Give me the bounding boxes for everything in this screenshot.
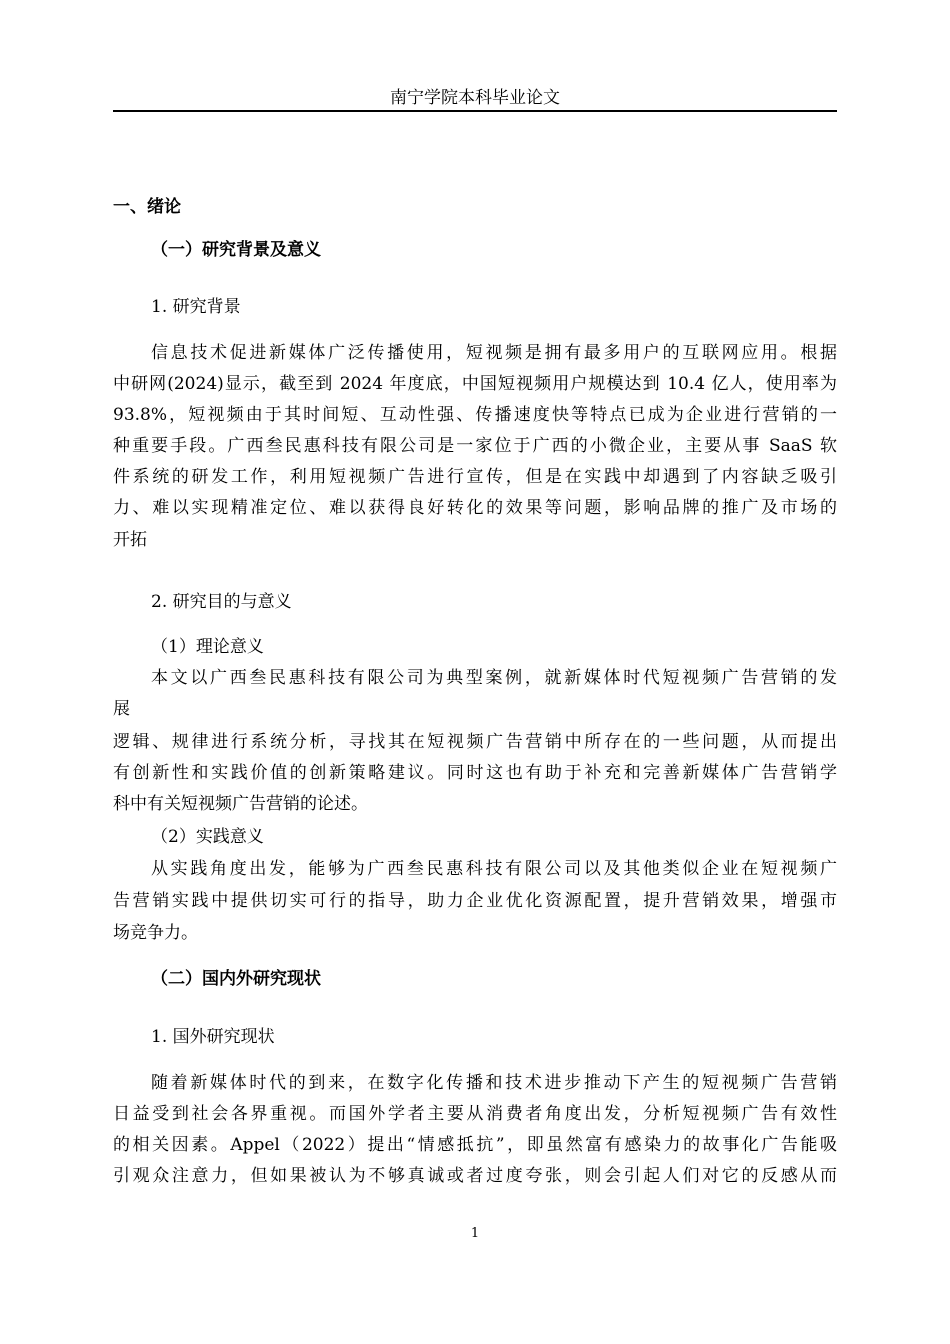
subsection-title-background: 1. 研究背景 xyxy=(151,297,241,317)
chapter-title: 一、绪论 xyxy=(113,197,181,217)
paragraph-line: 引观众注意力，但如果被认为不够真诚或者过度夸张，则会引起人们对它的反感从而 xyxy=(113,1166,837,1186)
paragraph-line: 有创新性和实践价值的创新策略建议。同时这也有助于补充和完善新媒体广告营销学 xyxy=(113,763,837,783)
paragraph-line: 告营销实践中提供切实可行的指导，助力企业优化资源配置，提升营销效果，增强市 xyxy=(113,891,837,911)
paragraph-line: 力、难以实现精准定位、难以获得良好转化的效果等问题，影响品牌的推广及市场的 xyxy=(113,498,837,518)
paragraph-line: 逻辑、规律进行系统分析，寻找其在短视频广告营销中所存在的一些问题，从而提出 xyxy=(113,732,837,752)
paragraph-line: 展 xyxy=(113,699,130,719)
item-title-theory: （1）理论意义 xyxy=(151,637,264,657)
section-title-background: （一）研究背景及意义 xyxy=(151,240,321,260)
paragraph-line: 从实践角度出发，能够为广西叁民惠科技有限公司以及其他类似企业在短视频广 xyxy=(151,859,837,879)
paragraph-line: 本文以广西叁民惠科技有限公司为典型案例，就新媒体时代短视频广告营销的发 xyxy=(151,668,837,688)
subsection-title-foreign: 1. 国外研究现状 xyxy=(151,1027,275,1047)
paragraph-line: 场竞争力。 xyxy=(113,923,198,943)
paragraph-line: 日益受到社会各界重视。而国外学者主要从消费者角度出发，分析短视频广告有效性 xyxy=(113,1104,837,1124)
paragraph-line: 件系统的研发工作，利用短视频广告进行宣传，但是在实践中却遇到了内容缺乏吸引 xyxy=(113,467,837,487)
item-title-practice: （2）实践意义 xyxy=(151,827,264,847)
paragraph-line: 科中有关短视频广告营销的论述。 xyxy=(113,794,368,814)
paragraph-line: 种重要手段。广西叁民惠科技有限公司是一家位于广西的小微企业，主要从事 SaaS 软 xyxy=(113,436,837,456)
paragraph-line: 93.8%，短视频由于其时间短、互动性强、传播速度快等特点已成为企业进行营销的一 xyxy=(113,405,837,425)
page-number: 1 xyxy=(470,1226,480,1241)
paragraph-line: 的相关因素。Appel（2022）提出“情感抵抗”，即虽然富有感染力的故事化广告能吸 xyxy=(113,1135,837,1155)
subsection-title-purpose: 2. 研究目的与意义 xyxy=(151,592,292,612)
running-header: 南宁学院本科毕业论文 xyxy=(390,88,560,108)
section-title-research-status: （二）国内外研究现状 xyxy=(151,969,321,989)
paragraph-line: 随着新媒体时代的到来，在数字化传播和技术进步推动下产生的短视频广告营销 xyxy=(151,1073,837,1093)
paragraph-line: 开拓 xyxy=(113,530,147,550)
paragraph-line: 中研网(2024)显示，截至到 2024 年度底，中国短视频用户规模达到 10.4 亿人，使用率为 xyxy=(113,374,837,394)
paragraph-line: 信息技术促进新媒体广泛传播使用，短视频是拥有最多用户的互联网应用。根据 xyxy=(151,343,837,363)
header-rule xyxy=(113,110,837,112)
